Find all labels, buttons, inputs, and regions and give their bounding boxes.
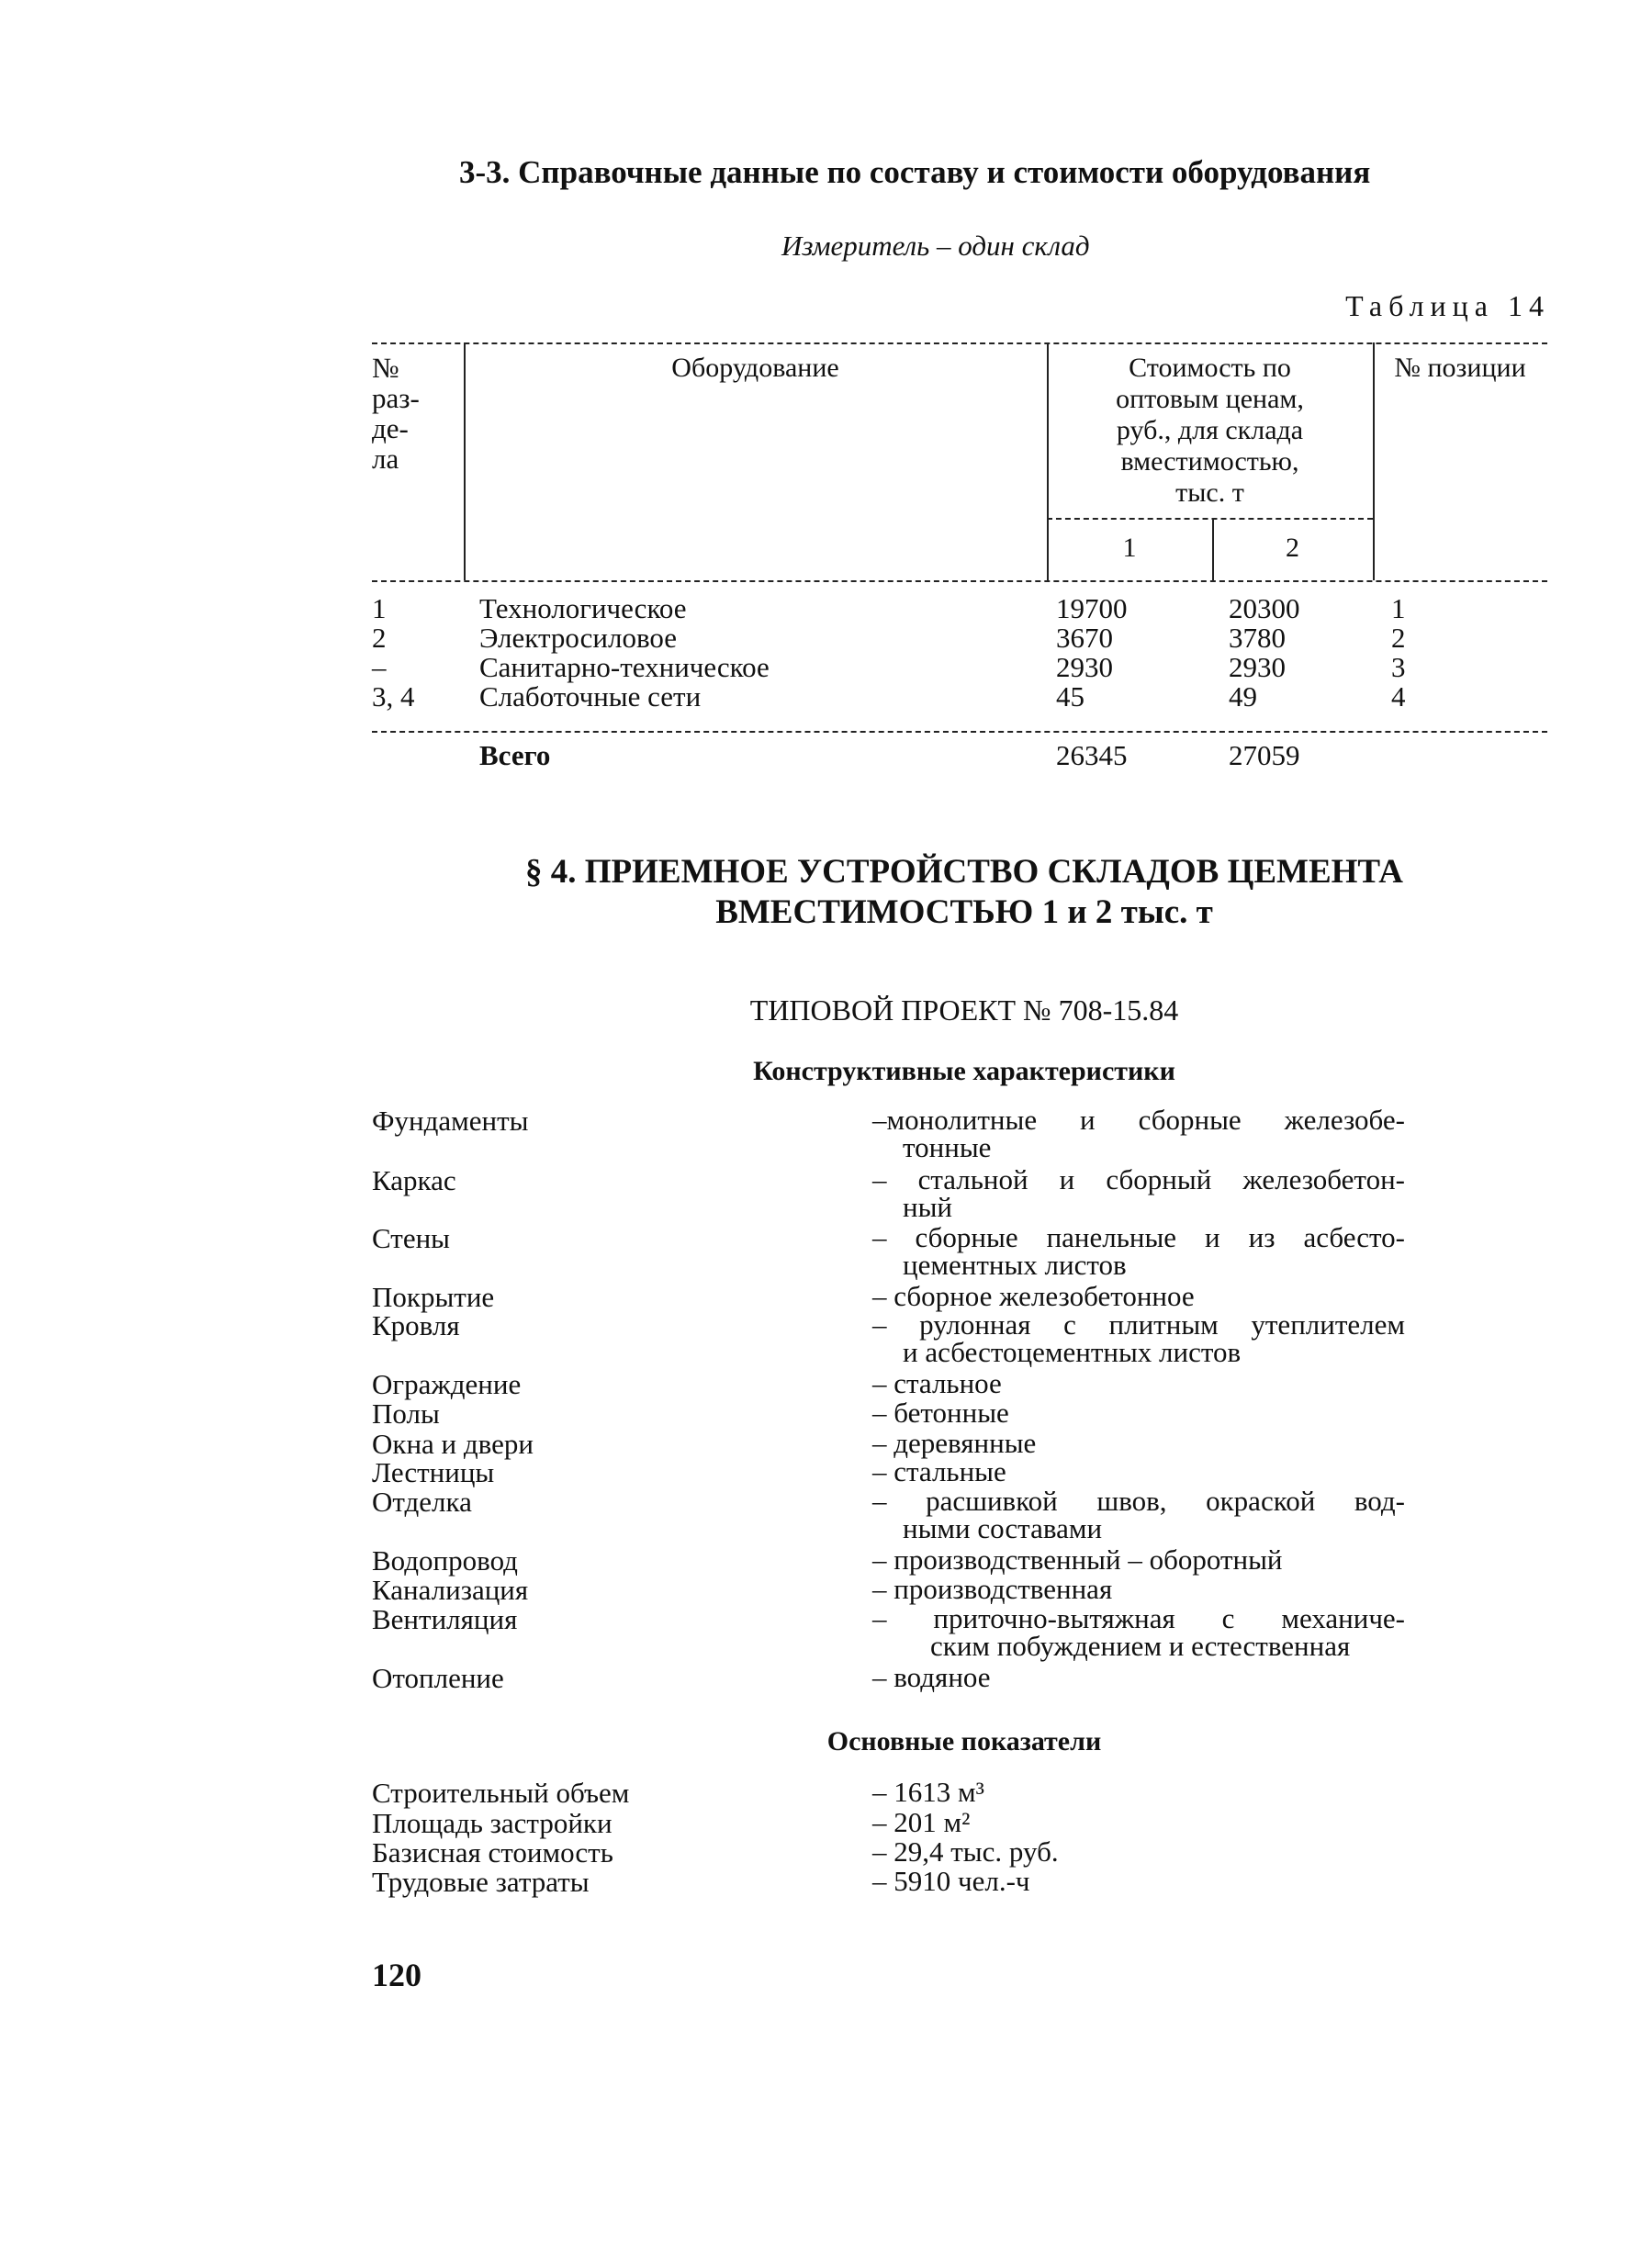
row-cost-2: 20300 <box>1229 592 1300 624</box>
row-name: Технологическое <box>479 592 687 624</box>
char-value: – производственный – оборотный <box>872 1543 1283 1576</box>
char-value: – сборные панельные и из асбесто- <box>872 1221 1405 1253</box>
indicator-value: – 29,4 тыс. руб. <box>872 1835 1059 1868</box>
char-name: Лестницы <box>372 1456 495 1488</box>
char-name: Полы <box>372 1397 440 1430</box>
char-value: – приточно-вытяжная с механиче- <box>872 1602 1405 1634</box>
table-top-rule <box>372 342 1547 344</box>
row-position: 3 <box>1391 651 1406 683</box>
total-cost-2: 27059 <box>1229 739 1300 771</box>
char-value-cont: тонные <box>903 1131 992 1163</box>
char-value: – деревянные <box>872 1427 1037 1459</box>
char-name: Каркас <box>372 1164 456 1196</box>
indicator-name: Трудовые затраты <box>372 1866 590 1898</box>
row-section: – <box>372 651 387 683</box>
header-section-line: ла <box>372 443 399 475</box>
project-number: ТИПОВОЙ ПРОЕКТ № 708-15.84 <box>749 993 1179 1027</box>
row-name: Санитарно-техническое <box>479 651 770 683</box>
row-position: 2 <box>1391 622 1406 654</box>
row-cost-1: 45 <box>1056 680 1084 713</box>
row-cost-1: 19700 <box>1056 592 1128 624</box>
header-cost-line: оптовым ценам, <box>1116 384 1304 414</box>
row-name: Электросиловое <box>479 622 678 654</box>
char-value-cont: цементных листов <box>903 1249 1127 1281</box>
row-cost-2: 2930 <box>1229 651 1286 683</box>
char-value-cont: и асбестоцементных листов <box>903 1336 1242 1368</box>
total-label: Всего <box>479 739 551 771</box>
char-value: – производственная <box>872 1573 1113 1605</box>
char-name: Фундаменты <box>372 1105 529 1137</box>
row-section: 3, 4 <box>372 680 415 713</box>
indicator-value: – 1613 м³ <box>872 1776 984 1808</box>
header-cost-line: Стоимость по <box>1129 353 1291 383</box>
char-name: Ограждение <box>372 1368 522 1400</box>
header-section-line: де- <box>372 412 409 444</box>
char-value: – стальной и сборный железобетон- <box>872 1163 1405 1195</box>
header-section <box>372 353 420 474</box>
page-number: 120 <box>372 1957 421 1993</box>
char-name: Водопровод <box>372 1544 518 1577</box>
table-caption: Таблица 14 <box>1345 289 1550 322</box>
char-value: – бетонные <box>872 1397 1009 1429</box>
char-name: Вентиляция <box>372 1603 518 1635</box>
char-name: Стены <box>372 1222 450 1254</box>
section4-title-line2: ВМЕСТИМОСТЬЮ 1 и 2 тыс. т <box>715 893 1213 931</box>
char-name: Отделка <box>372 1486 472 1518</box>
row-cost-1: 2930 <box>1056 651 1113 683</box>
char-name: Канализация <box>372 1574 529 1606</box>
header-equipment: Оборудование <box>671 353 839 383</box>
section4-title-line1: § 4. ПРИЕМНОЕ УСТРОЙСТВО СКЛАДОВ ЦЕМЕНТА <box>524 853 1403 891</box>
row-section: 2 <box>372 622 387 654</box>
char-value: –монолитные и сборные железобе- <box>872 1104 1405 1136</box>
indicator-name: Строительный объем <box>372 1777 630 1809</box>
cost-header-rule <box>1047 518 1373 520</box>
total-rule <box>372 731 1547 733</box>
char-value: – расшивкой швов, окраской вод- <box>872 1485 1405 1517</box>
indicators-title: Основные показатели <box>826 1726 1102 1756</box>
char-value: – сборное железобетонное <box>872 1280 1195 1312</box>
char-name: Кровля <box>372 1309 460 1341</box>
header-cost-line: вместимостью, <box>1120 446 1299 477</box>
header-section-line: раз- <box>372 382 420 414</box>
char-value: – стальные <box>872 1455 1006 1487</box>
indicator-value: – 5910 чел.-ч <box>872 1865 1030 1897</box>
indicator-name: Площадь застройки <box>372 1807 612 1839</box>
indicator-value: – 201 м² <box>872 1806 971 1838</box>
row-section: 1 <box>372 592 387 624</box>
indicator-name: Базисная стоимость <box>372 1836 613 1869</box>
char-value-cont: ными составами <box>903 1512 1103 1544</box>
char-value: – рулонная с плитным утеплителем <box>872 1308 1405 1341</box>
char-name: Окна и двери <box>372 1428 534 1460</box>
row-name: Слаботочные сети <box>479 680 702 713</box>
row-position: 1 <box>1391 592 1406 624</box>
char-value: – водяное <box>872 1661 991 1693</box>
row-cost-1: 3670 <box>1056 622 1113 654</box>
total-cost-1: 26345 <box>1056 739 1128 771</box>
header-cost-2: 2 <box>1286 533 1299 563</box>
characteristics-title: Конструктивные характеристики <box>753 1056 1175 1086</box>
header-position: № позиции <box>1394 353 1526 383</box>
header-cost-line: руб., для склада <box>1116 415 1304 445</box>
char-value-cont: ским побуждением и естественная <box>930 1630 1351 1662</box>
row-position: 4 <box>1391 680 1406 713</box>
header-bottom-rule <box>372 580 1547 582</box>
header-cost <box>1047 353 1373 509</box>
char-name: Отопление <box>372 1662 504 1694</box>
section-title: 3-3. Справочные данные по составу и стоимости оборудования <box>459 154 1371 190</box>
char-value-cont: ный <box>903 1191 953 1223</box>
row-cost-2: 3780 <box>1229 622 1286 654</box>
char-value: – стальное <box>872 1367 1002 1399</box>
measure-caption: Измеритель – один склад <box>781 230 1090 262</box>
row-cost-2: 49 <box>1229 680 1257 713</box>
char-name: Покрытие <box>372 1281 495 1313</box>
header-cost-line: тыс. т <box>1175 477 1244 508</box>
header-cost-1: 1 <box>1122 533 1137 563</box>
header-section-line: № <box>372 352 399 384</box>
